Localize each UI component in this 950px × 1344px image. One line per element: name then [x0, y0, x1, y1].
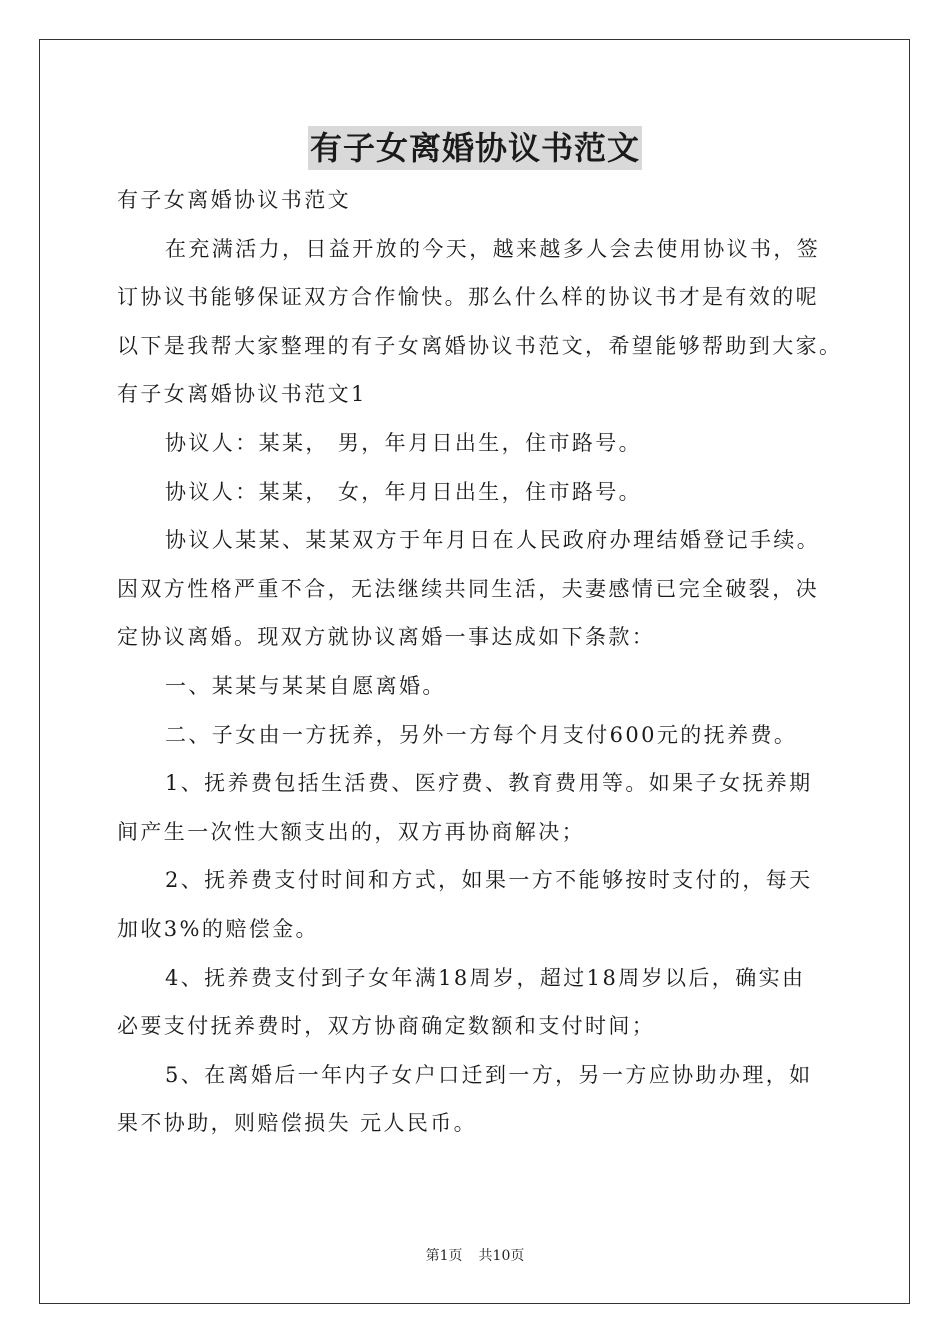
text-line: 协议人：某某， 女，年月日出生，住市路号。	[165, 479, 643, 504]
document-title: 有子女离婚协议书范文	[308, 126, 642, 170]
text-line: 果不协助，则赔偿损失 元人民币。	[117, 1111, 478, 1136]
title-container	[0, 126, 950, 170]
text-line: 以下是我帮大家整理的有子女离婚协议书范文，希望能够帮助到大家。	[117, 333, 843, 358]
text-line: 订协议书能够保证双方合作愉快。那么什么样的协议书才是有效的呢	[117, 285, 819, 310]
text-line: 一、某某与某某自愿离婚。	[165, 673, 446, 698]
text-line: 间产生一次性大额支出的，双方再协商解决；	[117, 819, 585, 844]
page-total: 共10页	[478, 1248, 525, 1264]
text-line: 有子女离婚协议书范文1	[117, 382, 367, 407]
text-line: 二、子女由一方抚养，另外一方每个月支付600元的抚养费。	[165, 722, 798, 747]
text-line: 因双方性格严重不合，无法继续共同生活，夫妻感情已完全破裂，决	[117, 576, 819, 601]
text-line: 1、抚养费包括生活费、医疗费、教育费用等。如果子女抚养期	[165, 771, 813, 796]
text-line: 在充满活力，日益开放的今天，越来越多人会去使用协议书，签	[165, 236, 821, 261]
document-body	[117, 176, 843, 1148]
text-line: 协议人：某某， 男，年月日出生，住市路号。	[165, 430, 643, 455]
text-line: 协议人某某、某某双方于年月日在人民政府办理结婚登记手续。	[165, 528, 821, 553]
page-number: 第1页	[425, 1248, 463, 1264]
text-line: 2、抚养费支付时间和方式，如果一方不能够按时支付的，每天	[165, 868, 813, 893]
text-line: 加收3%的赔偿金。	[117, 916, 319, 941]
text-line: 4、抚养费支付到子女年满18周岁，超过18周岁以后，确实由	[165, 965, 806, 990]
text-line: 5、在离婚后一年内子女户口迁到一方，另一方应协助办理，如	[165, 1062, 813, 1087]
text-line: 有子女离婚协议书范文	[117, 188, 351, 212]
page-footer	[0, 1246, 950, 1266]
text-line: 定协议离婚。现双方就协议离婚一事达成如下条款：	[117, 625, 656, 650]
text-line: 必要支付抚养费时，双方协商确定数额和支付时间；	[117, 1014, 656, 1039]
